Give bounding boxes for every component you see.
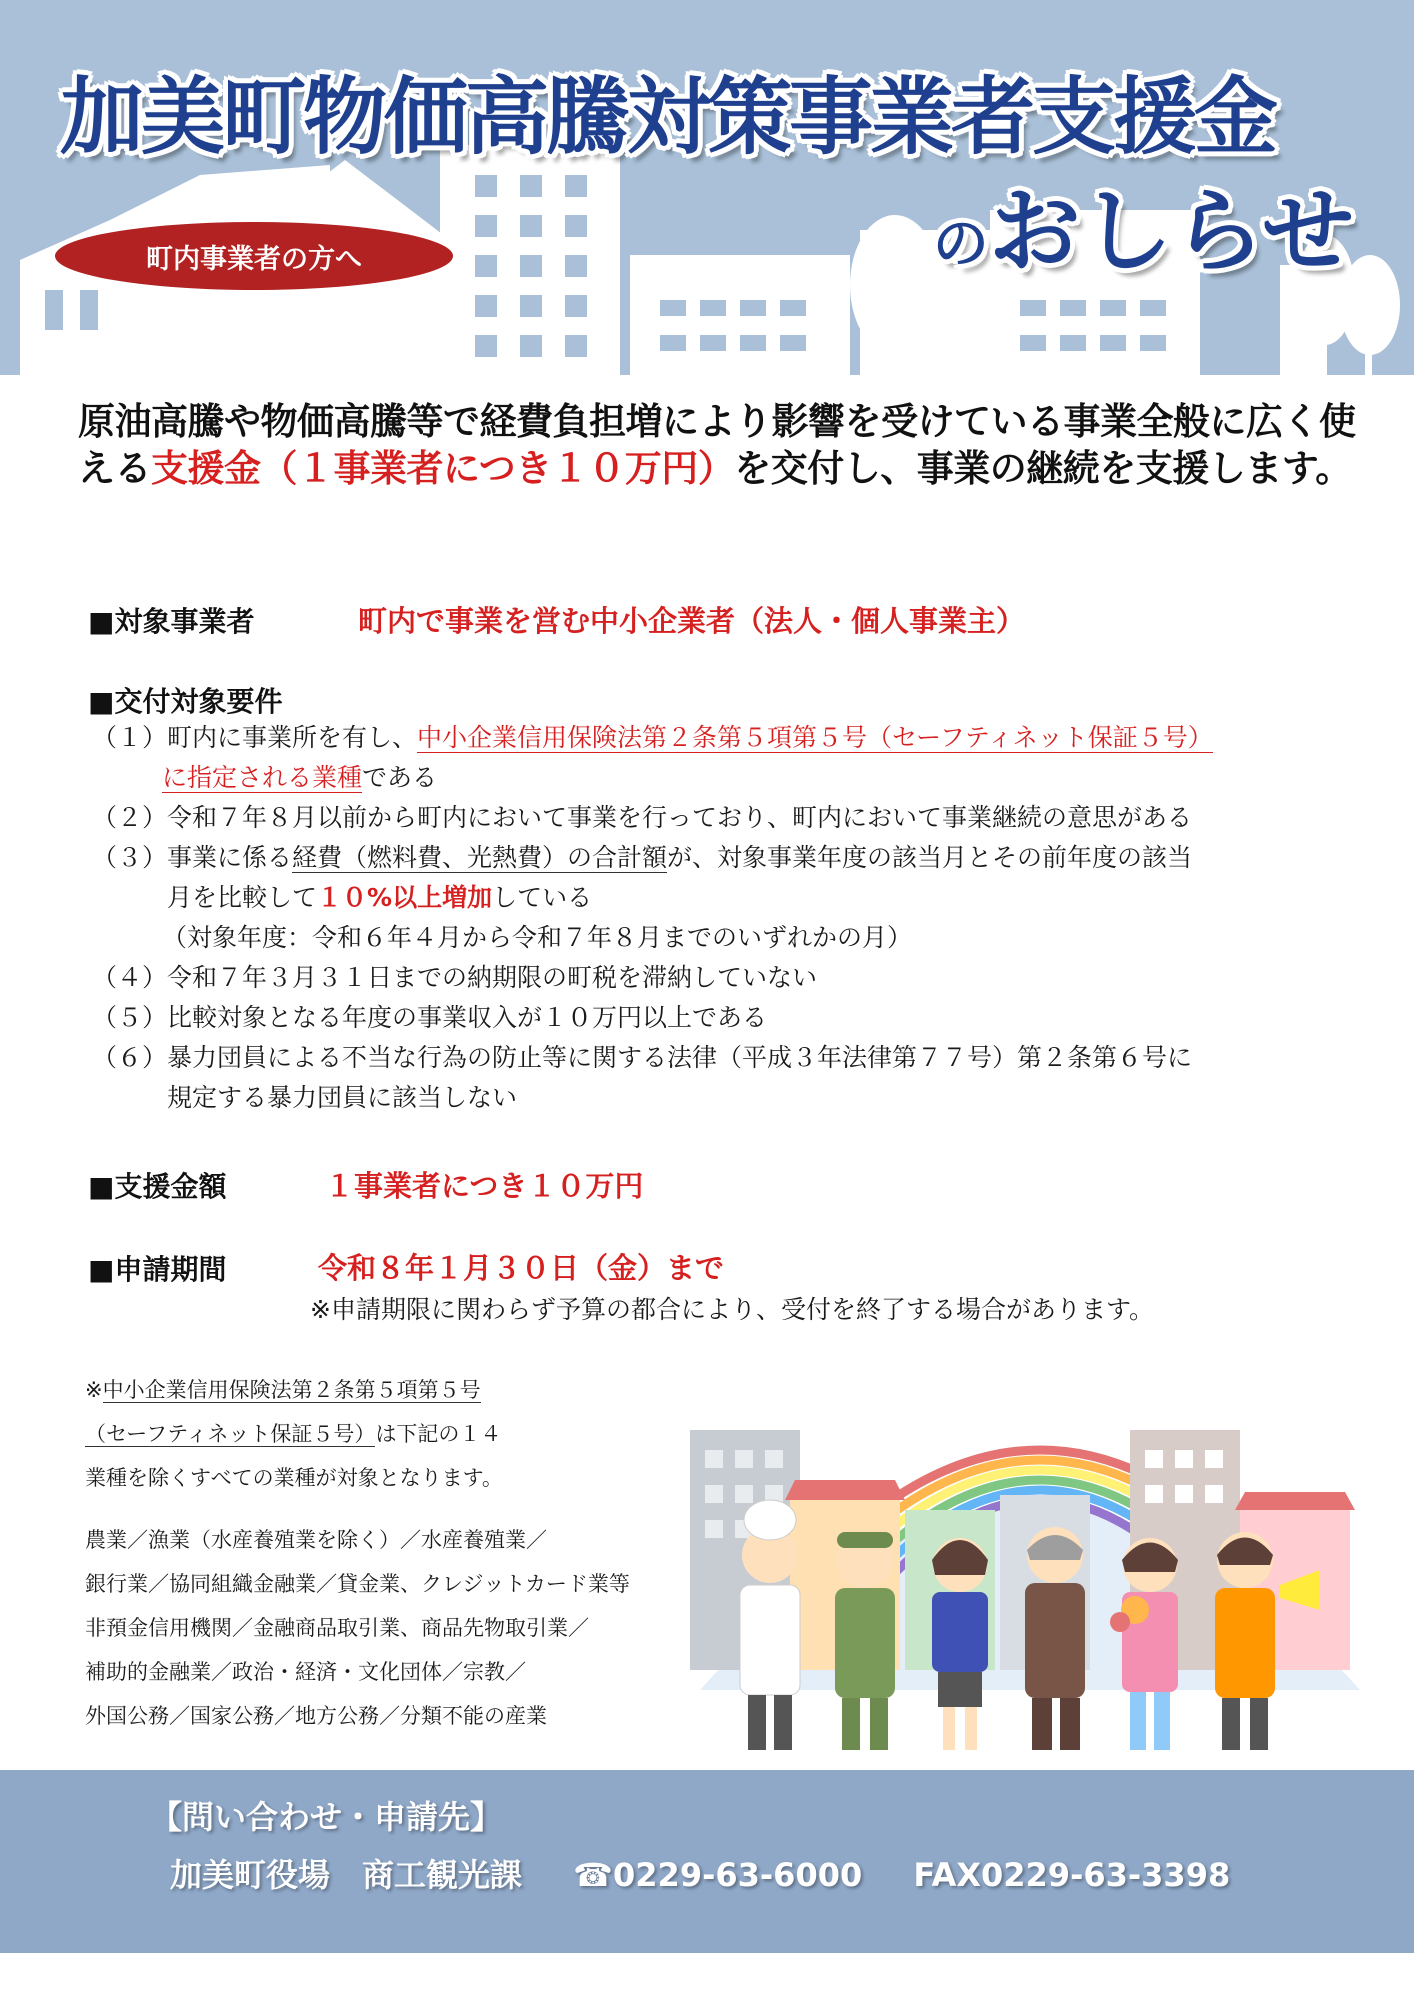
requirement-4	[92, 958, 1342, 998]
requirement-number: （２）	[92, 803, 168, 832]
requirement-text: である	[362, 763, 438, 792]
contact-fax: FAX0229-63-3398	[913, 1856, 1231, 1894]
industry-line: 非預金信用機関／金融商品取引業、商品先物取引業／	[85, 1616, 589, 1640]
contact-phone[interactable]: ☎0229-63-6000	[573, 1856, 863, 1894]
contact-details	[170, 1850, 1270, 1896]
contact-office: 加美町役場 商工観光課	[170, 1856, 523, 1894]
audience-badge: 町内事業者の方へ	[55, 222, 453, 290]
requirement-text: 事業に係る	[167, 843, 293, 872]
requirement-text: が、対象事業年度の該当月とその前年度の該当	[667, 843, 1193, 872]
requirement-text: している	[492, 883, 593, 912]
requirement-number: （６）	[92, 1043, 168, 1072]
period-value: 令和８年１月３０日（金）まで	[318, 1251, 725, 1285]
requirements-list	[92, 718, 1342, 1118]
requirement-number: （３）	[92, 843, 168, 872]
lead-text-2: を交付し、事業の継続を支援します。	[734, 447, 1352, 490]
industry-line: 補助的金融業／政治・経済・文化団体／宗教／	[85, 1660, 526, 1684]
requirement-3-cont	[92, 878, 1342, 918]
requirement-number: （５）	[92, 1003, 168, 1032]
requirement-text: 町内に事業所を有し、	[167, 723, 418, 752]
industry-line: 農業／漁業（水産養殖業を除く）／水産養殖業／	[85, 1528, 547, 1552]
requirement-highlight: 中小企業信用保険法第２条第５項第５号（セーフティネット保証５号）	[417, 723, 1213, 752]
requirement-text: 比較対象となる年度の事業収入が１０万円以上である	[167, 1003, 768, 1032]
requirement-text: 月を比較して	[167, 883, 318, 912]
requirement-number: （１）	[92, 723, 168, 752]
industry-line: 銀行業／協同組織金融業／貸金業、クレジットカード業等	[85, 1572, 630, 1596]
footnote-mark: ※	[85, 1378, 103, 1402]
lead-text-1: 原油高騰や物価高騰等で経費負担増により影響を受けている事業全般に広く使える	[78, 400, 1356, 490]
requirement-6-cont: 規定する暴力団員に該当しない	[167, 1083, 518, 1112]
footnote-law: 中小企業信用保険法第２条第５項第５号	[102, 1378, 481, 1402]
requirement-6	[92, 1038, 1342, 1078]
requirement-1-cont	[92, 758, 1342, 798]
page-title: 加美町物価高騰対策事業者支援金	[60, 68, 1276, 166]
requirements-label: ■交付対象要件	[88, 685, 283, 718]
requirement-underlined: 経費（燃料費、光熱費）の合計額	[292, 843, 668, 872]
contact-footer	[0, 1770, 1414, 1953]
requirement-3	[92, 838, 1342, 878]
subtitle-main: おしらせ	[988, 178, 1354, 285]
footnote-text: 業種を除くすべての業種が対象となります。	[85, 1466, 503, 1490]
requirement-number: （４）	[92, 963, 168, 992]
amount-value: １事業者につき１０万円	[325, 1169, 644, 1203]
hero-banner	[0, 0, 1414, 375]
period-label: ■申請期間	[88, 1253, 227, 1286]
industry-footnote	[85, 1368, 503, 1500]
requirement-2	[92, 798, 1342, 838]
requirement-3-note: （対象年度：令和６年４月から令和７年８月までのいずれかの月）	[162, 923, 913, 952]
requirement-text: 令和７年３月３１日までの納期限の町税を滞納していない	[167, 963, 818, 992]
requirement-highlight: に指定される業種	[162, 763, 363, 792]
amount-label: ■支援金額	[88, 1170, 227, 1203]
period-note: ※申請期限に関わらず予算の都合により、受付を終了する場合があります。	[310, 1295, 1154, 1324]
business-people-illustration	[680, 1360, 1380, 1770]
requirement-text: 暴力団員による不当な行為の防止等に関する法律（平成３年法律第７７号）第２条第６号に	[167, 1043, 1193, 1072]
excluded-industries	[85, 1518, 630, 1738]
lead-highlight: 支援金（１事業者につき１０万円）	[151, 447, 735, 490]
contact-heading: 【問い合わせ・申請先】	[150, 1798, 503, 1836]
industry-line: 外国公務／国家公務／地方公務／分類不能の産業	[85, 1704, 547, 1728]
requirement-highlight: １０%以上増加	[317, 883, 493, 912]
requirement-5	[92, 998, 1342, 1038]
target-label: ■対象事業者	[88, 605, 255, 638]
footnote-text: は下記の１４	[375, 1422, 502, 1446]
subtitle-particle: の	[932, 212, 989, 277]
requirement-1	[92, 718, 1342, 758]
footnote-law: （セーフティネット保証５号）	[85, 1422, 376, 1446]
lead-paragraph	[78, 398, 1358, 492]
target-value: 町内で事業を営む中小企業者（法人・個人事業主）	[358, 604, 1026, 638]
page-subtitle	[933, 158, 1354, 290]
requirement-text: 令和７年８月以前から町内において事業を行っており、町内において事業継続の意思がある	[167, 803, 1193, 832]
